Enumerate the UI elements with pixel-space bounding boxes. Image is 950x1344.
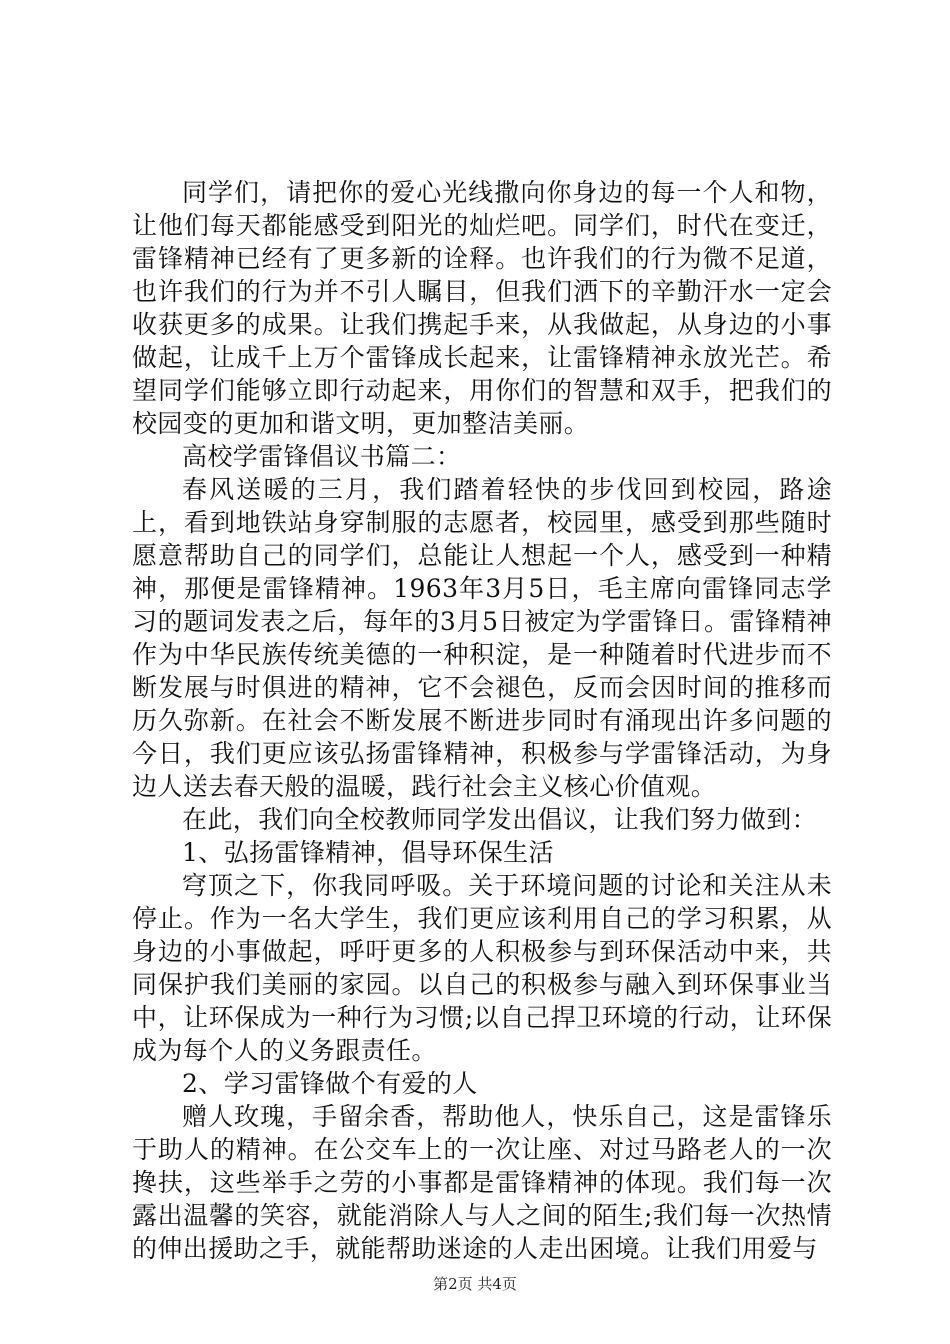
item-heading-caring-person: 2、学习雷锋做个有爱的人	[182, 1069, 478, 1098]
paragraph-caring-person: 赠人玫瑰，手留余香，帮助他人，快乐自己，这是雷锋乐于助人的精神。在公交车上的一次让座、对过马路老人的一次搀扶，这些举手之劳的小事都是雷锋精神的体现。我们每一次露出温馨的笑容，就能消除人与人之间的陌生;我们每一次热情的伸出援助之手，就能帮助迷途的人走出困境。让我们用爱与	[132, 1102, 832, 1263]
item-heading-environment: 1、弘扬雷锋精神，倡导环保生活	[182, 838, 554, 867]
paragraph-spring-introduction: 春风送暖的三月，我们踏着轻快的步伐回到校园，路途上，看到地铁站身穿制服的志愿者，校园里，感受到那些随时愿意帮助自己的同学们，总能让人想起一个人，感受到一种精神，那便是雷锋精神。1963年3月5日，毛主席向雷锋同志学习的题词发表之后，每年的3月5日被定为学雷锋日。雷锋精神作为中华民族传统美德的一种积淀，是一种随着时代进步而不断发展与时俱进的精神，它不会褪色，反而会因时间的推移而历久弥新。在社会不断发展不断进步同时有涌现出许多问题的今日，我们更应该弘扬雷锋精神，积极参与学雷锋活动，为身边人送去春天般的温暖，践行社会主义核心价值观。	[132, 475, 832, 801]
paragraph-environment: 穹顶之下，你我同呼吸。关于环境问题的讨论和关注从未停止。作为一名大学生，我们更应该利用自己的学习积累，从身边的小事做起，呼吁更多的人积极参与到环保活动中来，共同保护我们美丽的家园。以自己的积极参与融入到环保事业当中，让环保成为一种行为习惯;以自己捍卫环境的行动，让环保成为每个人的义务跟责任。	[132, 871, 832, 1065]
document-body	[132, 176, 832, 1265]
paragraph-proposal-intro: 在此，我们向全校教师同学发出倡议，让我们努力做到：	[182, 805, 818, 834]
page-number-footer: 第2页 共4页	[433, 1275, 517, 1293]
paragraph-closing-appeal: 同学们，请把你的爱心光线撒向你身边的每一个人和物，让他们每天都能感受到阳光的灿烂吧。同学们，时代在变迁，雷锋精神已经有了更多新的诠释。也许我们的行为微不足道，也许我们的行为并不引人瞩目，但我们洒下的辛勤汗水一定会收获更多的成果。让我们携起手来，从我做起，从身边的小事做起，让成千上万个雷锋成长起来，让雷锋精神永放光芒。希望同学们能够立即行动起来，用你们的智慧和双手，把我们的校园变的更加和谐文明，更加整洁美丽。	[132, 178, 832, 438]
section-heading-part-two: 高校学雷锋倡议书篇二：	[182, 442, 462, 471]
